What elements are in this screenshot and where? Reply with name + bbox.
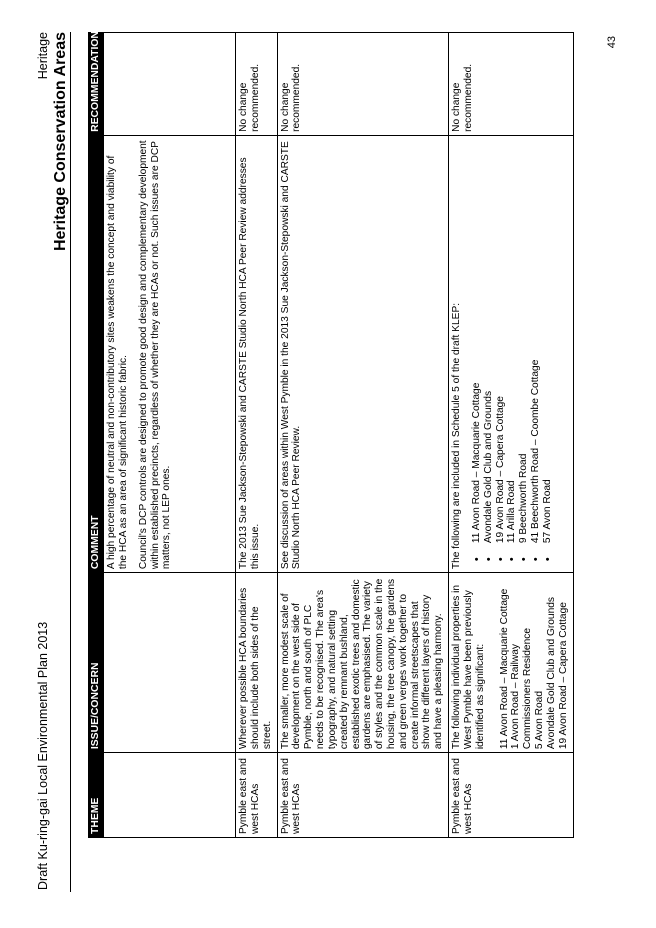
comment-paragraph: The 2013 Sue Jackson-Stepowski and CARSTE Studio North HCA Peer Review addresses this issue. <box>238 157 261 570</box>
table-row <box>104 33 236 838</box>
cell-comment <box>104 135 236 572</box>
cell-theme: Pymble east and west HCAs <box>277 753 449 838</box>
cell-theme <box>104 753 236 838</box>
table-row <box>449 33 573 838</box>
col-header-theme: THEME <box>89 753 104 838</box>
property-item: 1 Avon Road – Railway Commissioners Residence <box>510 627 534 750</box>
property-item: 5 Avon Road <box>534 690 546 750</box>
col-header-recommendation: RECOMMENDATION <box>89 33 104 136</box>
list-item: • 11 Avon Road – Macquarie Cottage <box>471 139 483 543</box>
cell-recommendation: No change recommended. <box>277 33 449 136</box>
cell-comment <box>449 135 573 572</box>
list-item: • 57 Avon Road <box>542 139 554 543</box>
col-header-comment: COMMENT <box>89 135 104 572</box>
cell-comment <box>277 135 449 572</box>
document-title: Draft Ku-ring-gai Local Environmental Plan 2013 <box>36 621 50 890</box>
cell-issue: The smaller, more modest scale of development on the west side of Pymble, north and south of PLC needs to be recognised. The area's typography, and natural setting created by remnant bushland, established exotic trees and domestic gardens are emphasised. The variety of styles and the common scale in the housing, the tree canopy, the gardens and green verges work together to create informal streetscapes that show the different layers of history and have a pleasing harmony. <box>277 573 449 753</box>
header-rule <box>70 32 71 892</box>
property-item: Avondale Gold Club and Grounds <box>545 596 557 750</box>
comment-paragraph: Council's DCP controls are designed to promote good design and complementary development within established precincts, regardless of whether they are HCAs or not. Such issues are DCP matters, not LEP ones. <box>137 140 173 570</box>
cell-recommendation <box>104 33 236 136</box>
cell-theme: Pymble east and west HCAs <box>236 753 277 838</box>
comment-paragraph: See discussion of areas within West Pymble in the 2013 Sue Jackson-Stepowski and CARSTE Studio North HCA Peer Review. <box>279 141 303 570</box>
list-item: • 19 Avon Road – Capera Cottage <box>495 139 507 543</box>
table-row <box>236 33 277 838</box>
list-item: • Avondale Gold Club and Grounds <box>483 139 495 543</box>
list-item: • 11 Arilla Road <box>506 139 518 543</box>
list-item: • 41 Beechworth Road – Coombe Cottage <box>530 139 542 543</box>
cell-issue: Wherever possible HCA boundaries should include both sides of the street. <box>236 573 277 753</box>
comment-intro: The following are included in Schedule 5 of the draft KLEP: <box>451 302 463 570</box>
property-item: 19 Avon Road – Capera Cottage <box>557 602 569 750</box>
cell-recommendation: No change recommended. <box>449 33 573 136</box>
page-number: 43 <box>606 36 618 49</box>
cell-issue <box>104 573 236 753</box>
page-title: Heritage Conservation Areas <box>52 32 69 252</box>
table-header-row <box>89 33 104 838</box>
schedule-5-list <box>471 139 554 569</box>
hca-submissions-table <box>88 32 574 838</box>
cell-recommendation: No change recommended. <box>236 33 277 136</box>
spacer <box>487 576 499 749</box>
cell-issue <box>449 573 573 753</box>
issue-intro: The following individual properties in West Pymble have been previously identified as significant: <box>451 584 486 750</box>
table-row <box>277 33 449 838</box>
col-header-issue: ISSUE/CONCERN <box>89 573 104 753</box>
list-item: • 9 Beechworth Road <box>518 139 530 543</box>
comment-paragraph: A high percentage of neutral and non-contributory sites weakens the concept and viability of the HCA as an area of significant historic fabric. <box>106 155 129 570</box>
cell-theme: Pymble east and west HCAs <box>449 753 573 838</box>
section-label: Heritage <box>36 32 50 80</box>
cell-comment <box>236 135 277 572</box>
property-item: 11 Avon Road – Macquarie Cottage <box>498 588 510 750</box>
